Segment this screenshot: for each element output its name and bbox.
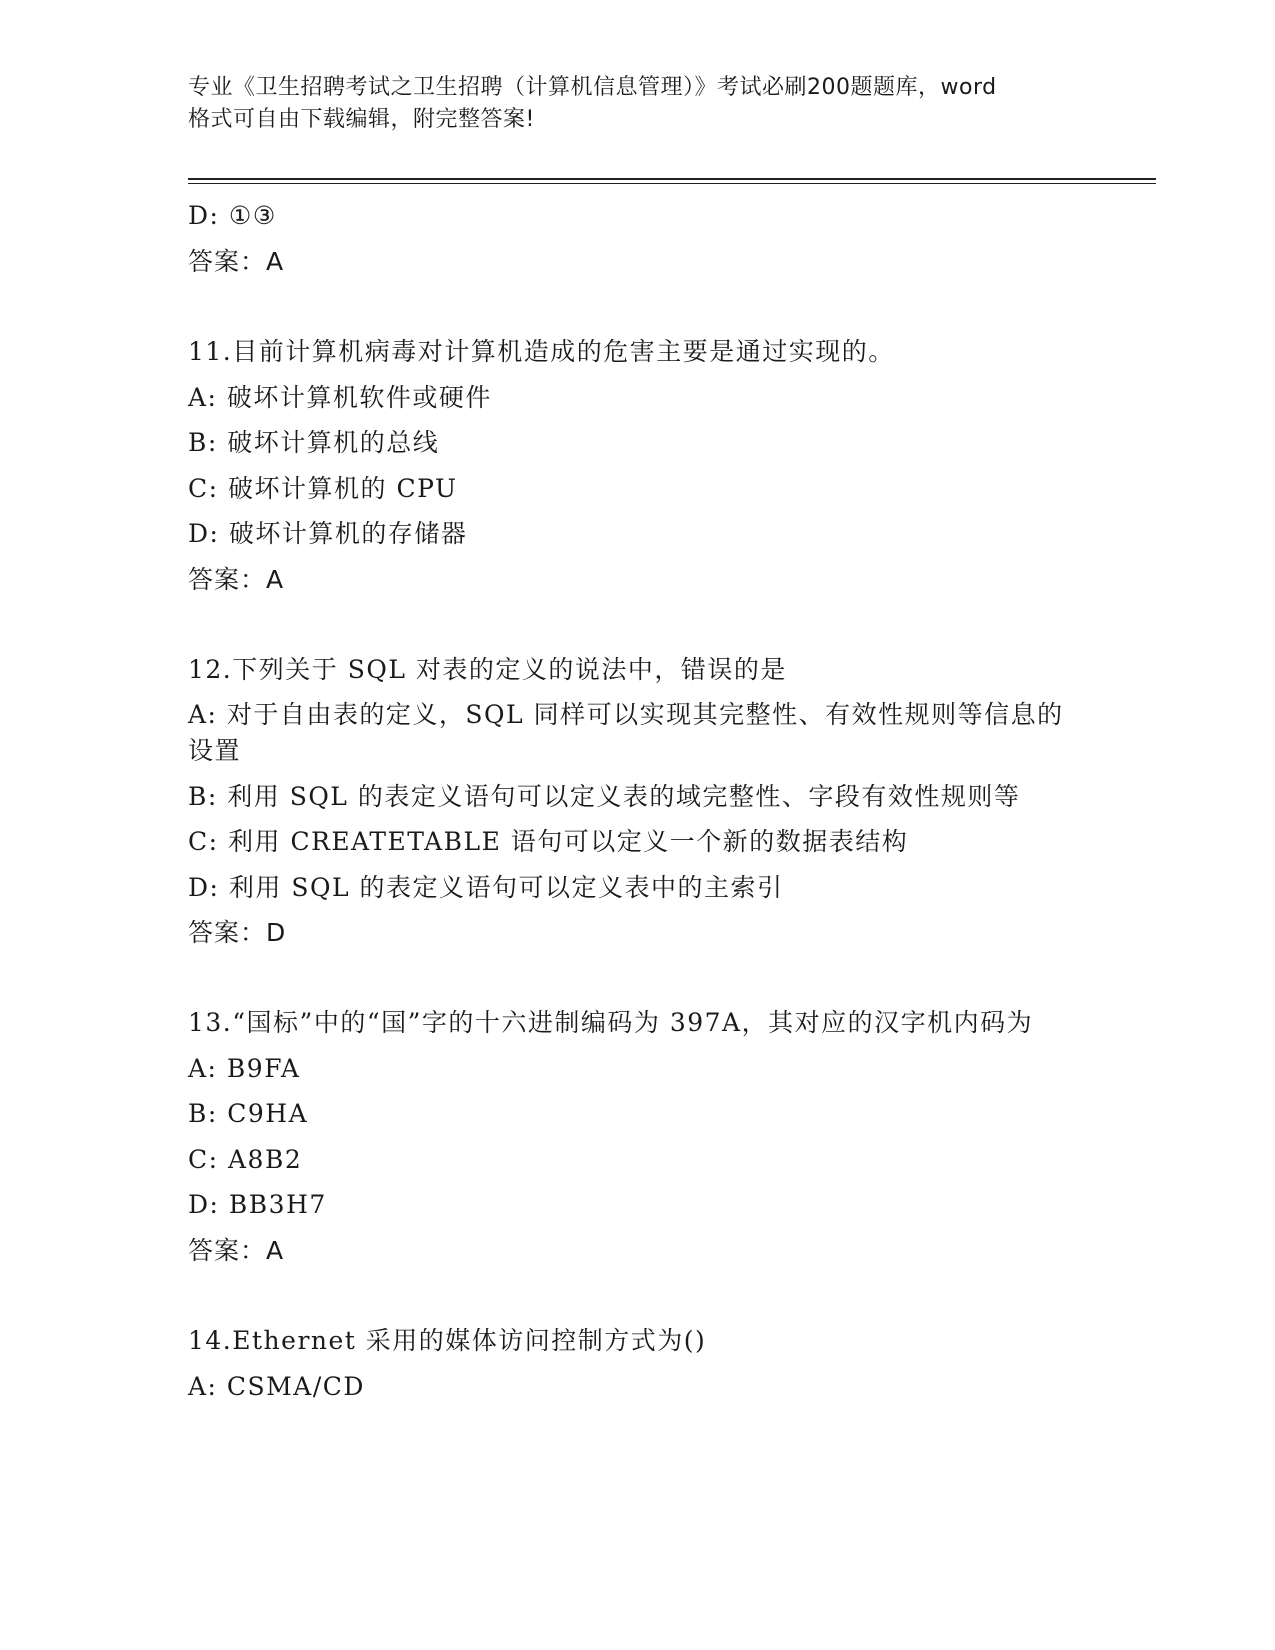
header-rule-thin: [188, 183, 1156, 184]
header-line-2: 格式可自由下载编辑，附完整答案!: [188, 107, 535, 132]
prev-option-d: D: ①③: [188, 201, 277, 230]
header-line-1: 专业《卫生招聘考试之卫生招聘（计算机信息管理）》考试必刷200题题库，word: [188, 75, 997, 100]
question-11-stem: 11.目前计算机病毒对计算机造成的危害主要是通过实现的。: [188, 337, 895, 366]
prev-answer: 答案：A: [188, 246, 285, 276]
spacer: [188, 956, 1088, 1001]
question-12-option-b: B: 利用 SQL 的表定义语句可以定义表的域完整性、字段有效性规则等: [188, 781, 1021, 811]
spacer: [188, 602, 1088, 647]
question-14-stem: 14.Ethernet 采用的媒体访问控制方式为(): [188, 1326, 707, 1355]
question-12-option-d: D: 利用 SQL 的表定义语句可以定义表中的主索引: [188, 872, 784, 902]
question-13-option-a: A: B9FA: [188, 1053, 301, 1083]
question-13-option-d: D: BB3H7: [188, 1190, 327, 1219]
question-11-option-c: C: 破坏计算机的 CPU: [188, 473, 458, 503]
question-11-answer: 答案：A: [188, 564, 285, 594]
question-13-stem: 13.“国标”中的“国”字的十六进制编码为 397A，其对应的汉字机内码为: [188, 1007, 1034, 1037]
question-11-option-d: D: 破坏计算机的存储器: [188, 519, 468, 548]
question-11-option-b: B: 破坏计算机的总线: [188, 428, 440, 457]
header-rule-thick: [188, 178, 1156, 180]
question-11-option-a: A: 破坏计算机软件或硬件: [188, 382, 492, 412]
question-13-option-b: B: C9HA: [188, 1099, 309, 1128]
question-14-option-a: A: CSMA/CD: [188, 1371, 365, 1401]
spacer: [188, 284, 1088, 329]
question-12-option-c: C: 利用 CREATETABLE 语句可以定义一个新的数据表结构: [188, 827, 909, 856]
question-12-stem: 12.下列关于 SQL 对表的定义的说法中，错误的是: [188, 655, 787, 684]
question-13-option-c: C: A8B2: [188, 1144, 303, 1174]
question-13-answer: 答案：A: [188, 1235, 285, 1265]
document-header: [188, 72, 1088, 136]
question-12-option-a: A: 对于自由表的定义，SQL 同样可以实现其完整性、有效性规则等信息的设置: [188, 699, 1064, 765]
spacer: [188, 1273, 1088, 1318]
question-12-answer: 答案：D: [188, 918, 287, 947]
document-body: [188, 193, 1088, 1409]
